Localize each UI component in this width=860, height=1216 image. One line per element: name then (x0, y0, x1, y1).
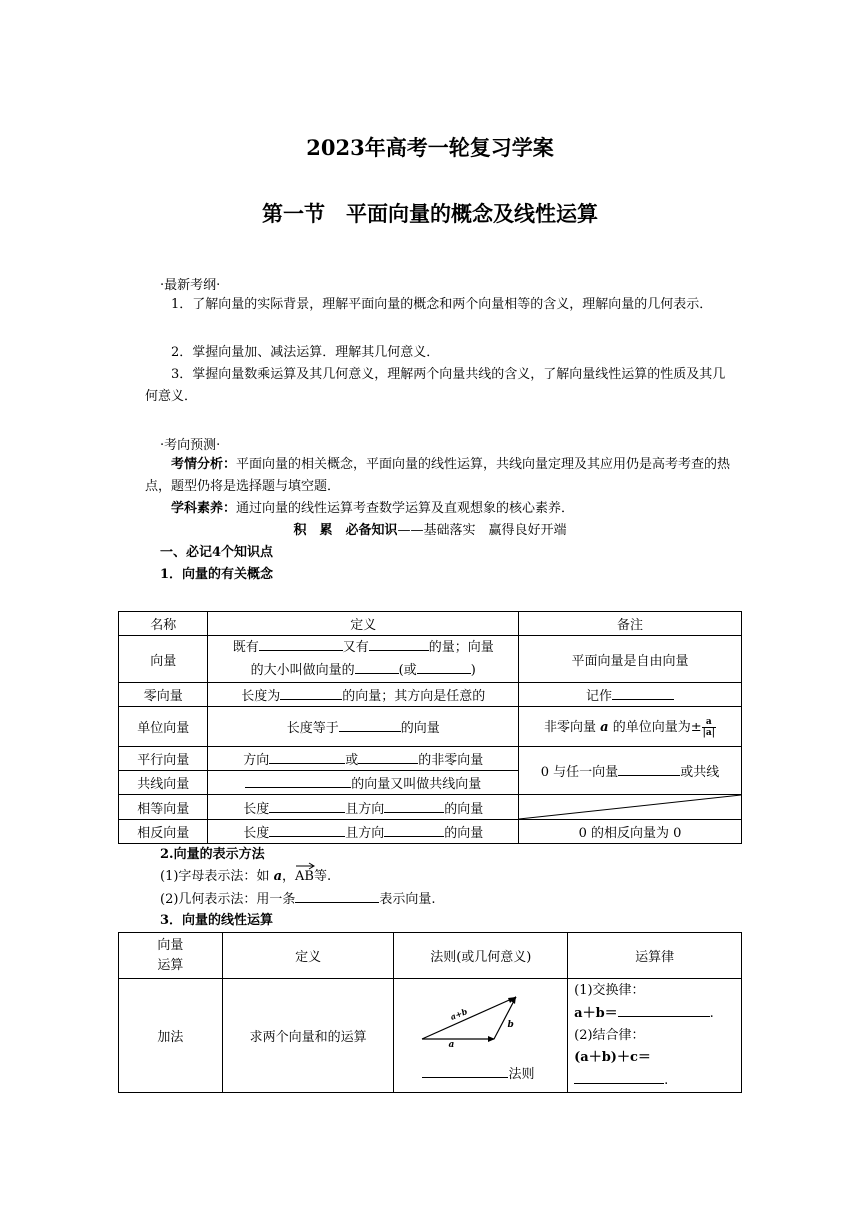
concept-definition: 长度 且方向 的向量 (208, 820, 519, 844)
representation-letters: (1)字母表示法：如 a， AB等. (160, 866, 331, 888)
fill-blank (269, 749, 345, 764)
header-cell: 备注 (518, 612, 741, 636)
syllabus-heading: ·最新考纲· (160, 278, 221, 293)
concept-name: 零向量 (119, 683, 208, 707)
concept-note: 记作 (518, 683, 741, 707)
section-title: 第一节 平面向量的概念及线性运算 (262, 201, 598, 226)
syllabus-item: 2．掌握向量加、减法运算．理解其几何意义． (171, 345, 440, 360)
subsection-heading: 3．向量的线性运算 (160, 913, 274, 928)
operation-definition: 求两个向量和的运算 (222, 979, 394, 1093)
concept-definition: 方向 或 的非零向量 (208, 747, 519, 771)
fill-blank (369, 636, 429, 651)
fill-blank (295, 888, 379, 903)
fill-blank (269, 822, 345, 837)
rule-caption: 法则 (422, 1063, 534, 1082)
fill-blank (358, 749, 418, 764)
fill-blank (259, 636, 343, 651)
analysis-label: 考情分析： (171, 457, 237, 472)
header-cell: 向量 运算 (119, 933, 223, 979)
table-row (119, 747, 742, 771)
table-header-row (119, 933, 742, 979)
header-cell: 运算律 (568, 933, 742, 979)
document-title: 2023年高考一轮复习学案 (306, 135, 554, 160)
table-row (119, 820, 742, 844)
concept-definition: 既有 又有 的量；向量 的大小叫做向量的 (或 ) (208, 636, 519, 683)
vector-a-label: a (448, 1040, 455, 1050)
concept-name: 单位向量 (119, 707, 208, 747)
concept-definition: 的向量又叫做共线向量 (208, 771, 519, 795)
concept-name: 向量 (119, 636, 208, 683)
linear-operations-table (118, 932, 742, 1093)
sum-label: a+b (449, 1006, 470, 1022)
forecast-heading: ·考向预测· (160, 438, 221, 453)
header-cell: 名称 (119, 612, 208, 636)
concept-definition: 长度为 的向量；其方向是任意的 (208, 683, 519, 707)
table-row (119, 683, 742, 707)
analysis-text: 平面向量的相关概念，平面向量的线性运算，共线向量定理及其应用仍是高考考查的热点，题型仍将是选择题与填空题． (145, 457, 731, 494)
concept-name: 共线向量 (119, 771, 208, 795)
subsection-heading: 1．向量的有关概念 (160, 567, 274, 582)
operation-laws: (1)交换律： a＋b＝ . (2)结合律： (a＋b)＋c＝ . (568, 979, 742, 1093)
concept-name: 平行向量 (119, 747, 208, 771)
header-cell: 定义 (208, 612, 519, 636)
concept-note: 非零向量 a 的单位向量为± $\frac{a}{|a|}$ (518, 707, 741, 747)
banner-left: 积 累 必备知识 (293, 523, 398, 538)
knowledge-banner (0, 520, 860, 542)
representation-geometric: (2)几何表示法：用一条 表示向量. (160, 888, 436, 911)
fill-blank (339, 717, 401, 732)
fill-blank (417, 659, 471, 674)
operation-name: 加法 (119, 979, 223, 1093)
table-row (119, 636, 742, 683)
vector-b-label: b (507, 1020, 514, 1030)
vector-concepts-table (118, 611, 742, 844)
syllabus-item: 1．了解向量的实际背景，理解平面向量的概念和两个向量相等的含义，理解向量的几何表示． (171, 297, 713, 312)
table-row (119, 979, 742, 1093)
vector-arrow-icon (295, 862, 315, 870)
forecast-analysis (145, 454, 735, 498)
operation-rule (394, 979, 568, 1093)
forecast-literacy (145, 498, 735, 520)
fill-blank (422, 1063, 508, 1078)
concept-note: 0 与任一向量 或共线 (518, 747, 741, 795)
fill-blank (245, 773, 351, 788)
header-cell: 法则(或几何意义) (394, 933, 568, 979)
concept-note: 0 的相反向量为 0 (518, 820, 741, 844)
literacy-text: 通过向量的线性运算考查数学运算及直观想象的核心素养． (236, 501, 575, 516)
fill-blank (618, 761, 680, 776)
concept-note: 平面向量是自由向量 (518, 636, 741, 683)
header-cell: 定义 (222, 933, 394, 979)
fill-blank (612, 685, 674, 700)
syllabus-item: 3．掌握向量数乘运算及其几何意义，理解两个向量共线的含义，了解向量线性运算的性质及其几何意义． (145, 367, 726, 404)
fill-blank (280, 685, 342, 700)
concept-name: 相等向量 (119, 795, 208, 820)
concept-name: 相反向量 (119, 820, 208, 844)
diagonal-slash (519, 795, 741, 819)
literacy-label: 学科素养： (171, 501, 237, 516)
concept-definition: 长度等于 的向量 (208, 707, 519, 747)
fill-blank (618, 1002, 710, 1017)
vector-ab: AB (295, 866, 314, 888)
table-header-row (119, 612, 742, 636)
section-heading: 一、必记4个知识点 (160, 545, 274, 560)
fill-blank (574, 1069, 664, 1084)
concept-definition: 长度 且方向 的向量 (208, 795, 519, 820)
subsection-heading: 2.向量的表示方法 (160, 847, 265, 862)
table-row (119, 707, 742, 747)
fill-blank (269, 798, 345, 813)
banner-right: ——基础落实 赢得良好开端 (397, 523, 567, 538)
unit-vector-fraction: $\frac{a}{|a|}$ (702, 716, 715, 738)
fill-blank (384, 798, 444, 813)
table-row (119, 795, 742, 820)
fill-blank (384, 822, 444, 837)
fill-blank (355, 659, 399, 674)
empty-cell (518, 795, 741, 820)
